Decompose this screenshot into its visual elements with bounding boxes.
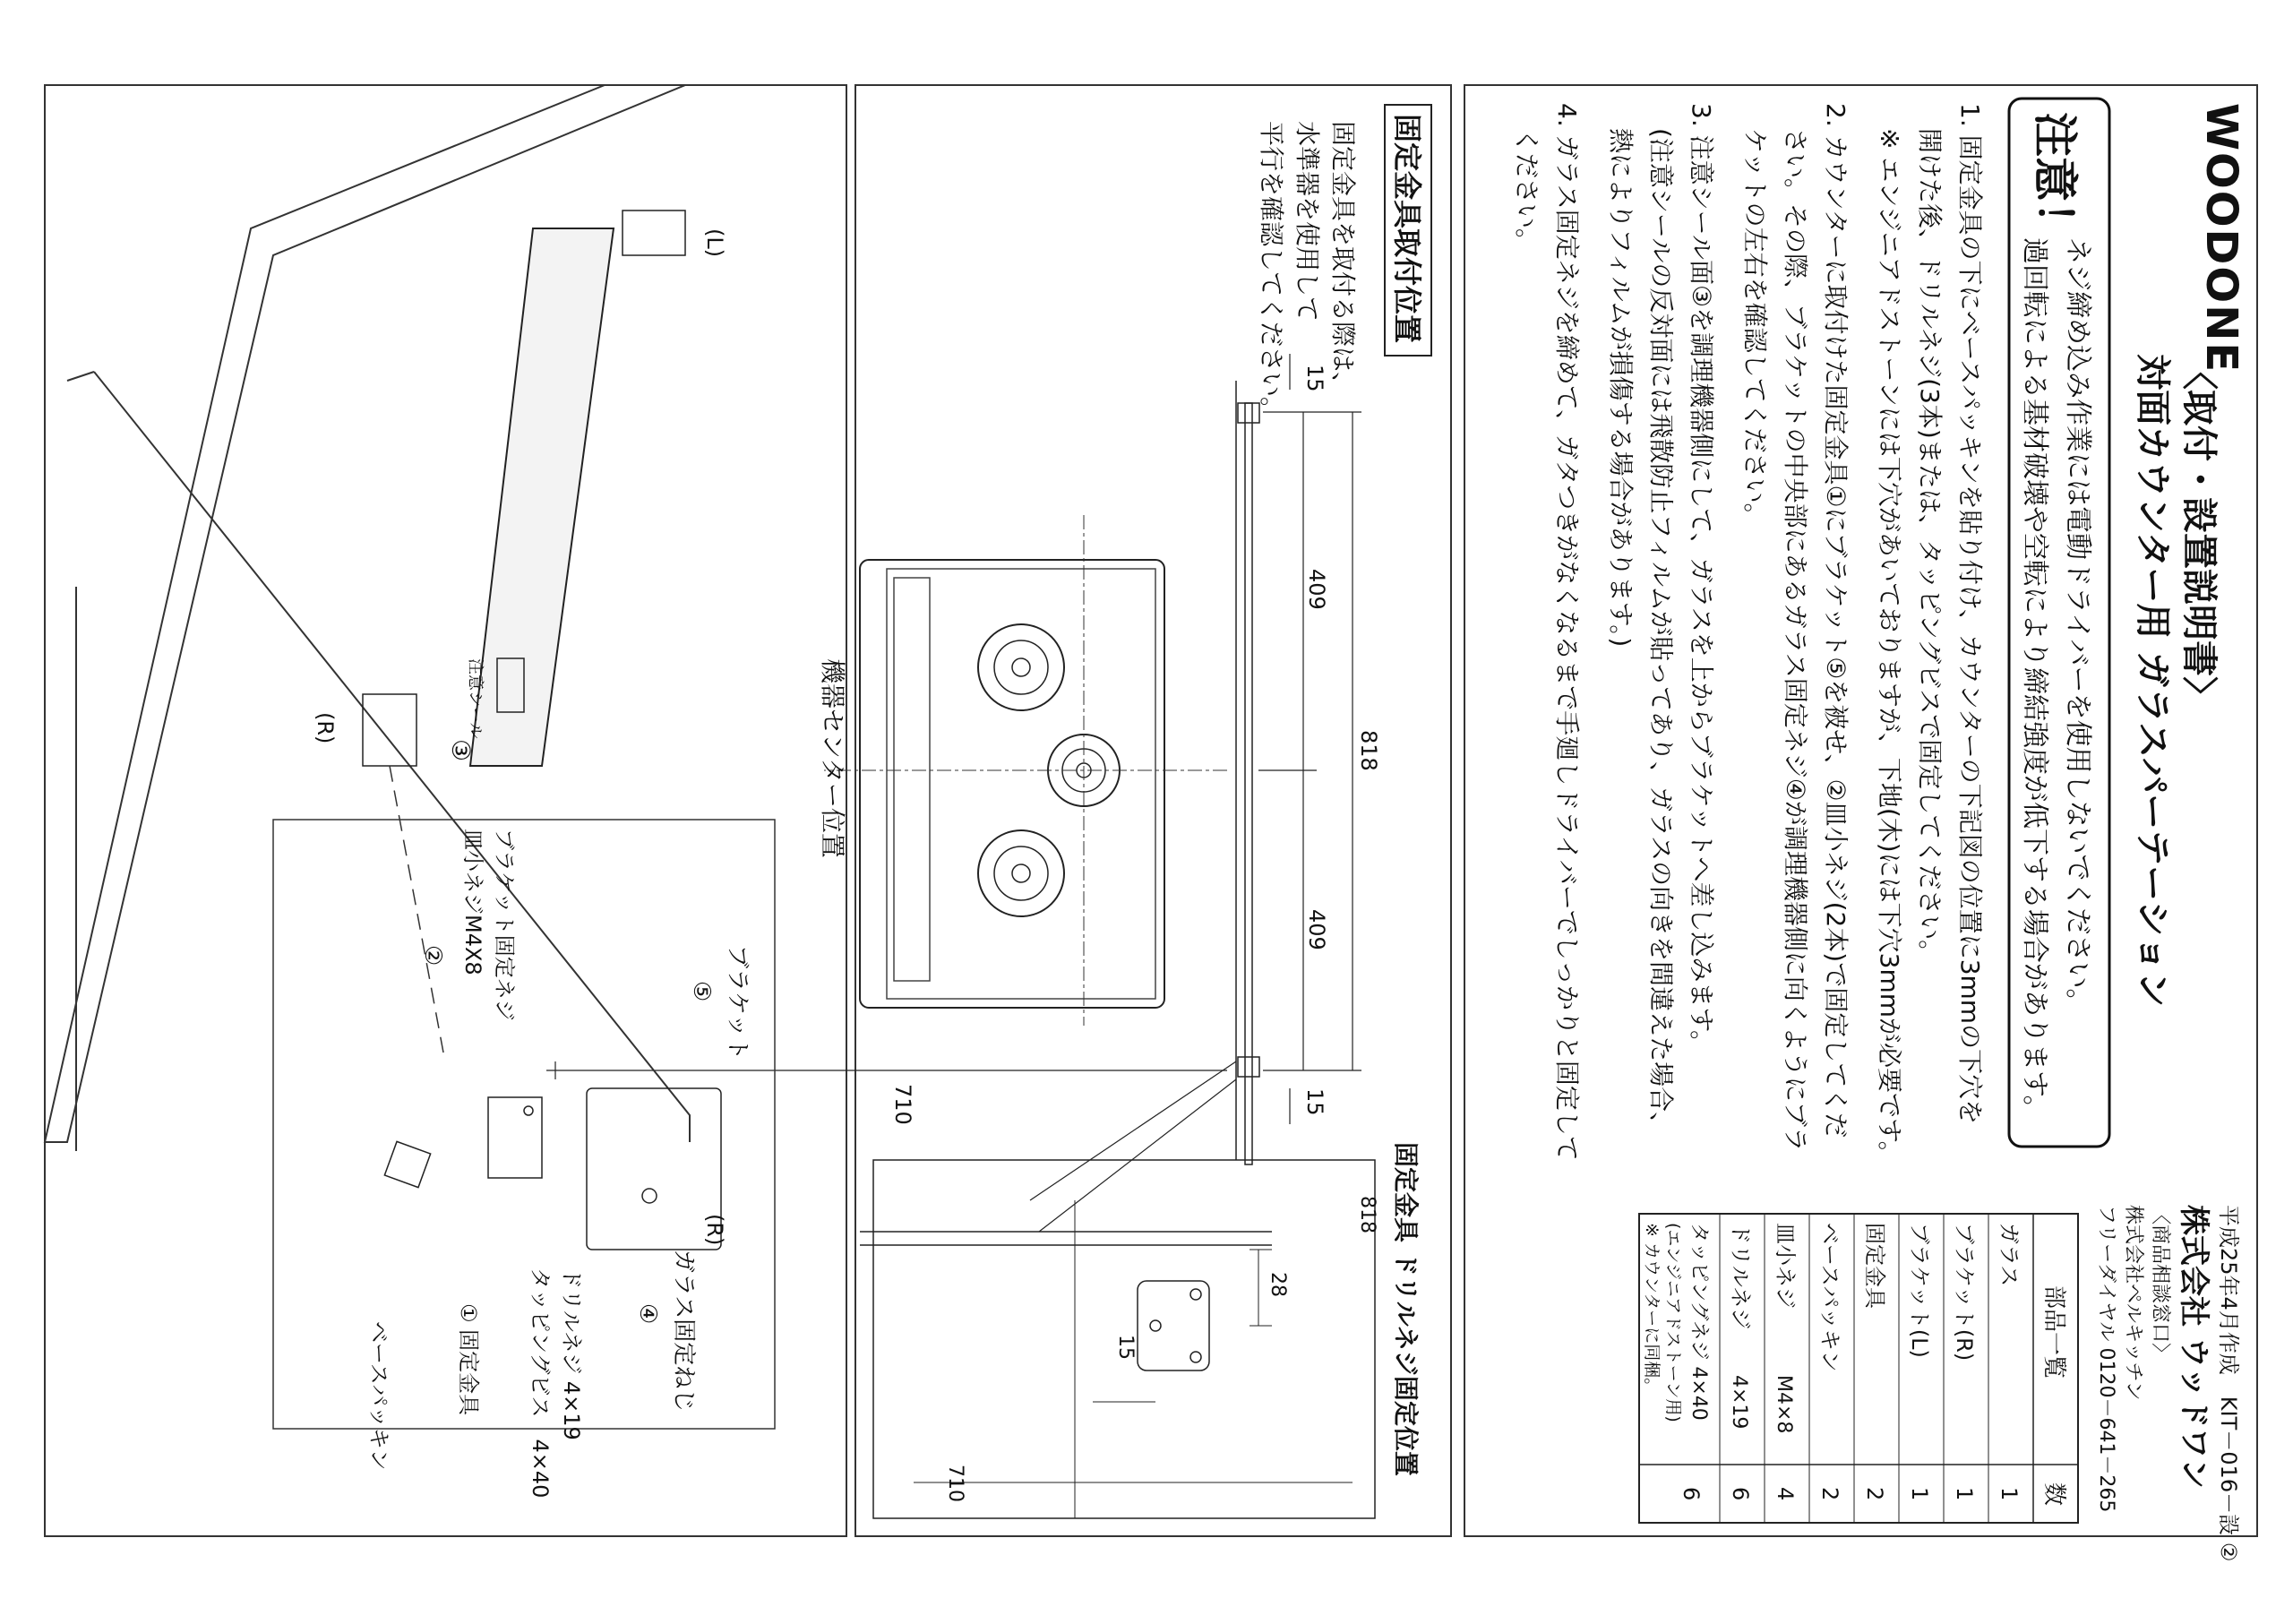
document-title: 〈取付・設置説明書〉 bbox=[2178, 354, 2220, 712]
middle-panel-frame bbox=[855, 85, 1451, 1536]
label-fixture: ① 固定金具 bbox=[456, 1303, 481, 1416]
cooktop-diagram bbox=[824, 515, 1227, 1026]
woodone-logo bbox=[2196, 101, 2246, 374]
contact-company: 株式会社ペルキッチン bbox=[2122, 1205, 2144, 1401]
label-tapping: タッピングビス 4×40 bbox=[528, 1267, 553, 1499]
fixture-note-line: 固定金具を取付る際は、 bbox=[1328, 121, 1358, 398]
caution-label: 注意！ bbox=[2029, 112, 2081, 246]
part-spec: (エンジニアドストーン用) bbox=[1663, 1223, 1683, 1422]
svg-text:WOODONE: WOODONE bbox=[2196, 103, 2246, 374]
label-bracket-screw-num: ② bbox=[419, 945, 446, 967]
bracket-l bbox=[623, 211, 685, 255]
part-name: ガラス bbox=[1997, 1223, 2022, 1287]
instruction-line: ※ エンジニアドストーンには下穴があいておりますが、下地(木)には下穴3mmが必要です。 bbox=[1875, 103, 1904, 1166]
company-brand: 株式会社 ウッドワン bbox=[2176, 1205, 2211, 1490]
part-qty: 1 bbox=[1952, 1487, 1977, 1501]
contact-label: 〈商品相談窓口〉 bbox=[2149, 1205, 2171, 1363]
glass-bar bbox=[1245, 403, 1252, 1164]
label-r: (R) bbox=[702, 1214, 727, 1246]
label-bracket: ブラケット bbox=[724, 945, 751, 1061]
label-glass-screw: ガラス固定ねじ bbox=[670, 1250, 697, 1413]
part-qty: 6 bbox=[1679, 1487, 1704, 1501]
part-spec: M4×8 bbox=[1773, 1375, 1795, 1434]
dim-top: 15 bbox=[1302, 365, 1327, 392]
fixture-note-line: 水準器を使用して bbox=[1292, 121, 1322, 322]
parts-note: ※ カウンターに同梱。 bbox=[1642, 1223, 1662, 1396]
part-name: ブラケット(R) bbox=[1952, 1223, 1977, 1362]
fixture-position-heading: 固定金具取付位置 bbox=[1390, 114, 1424, 344]
bracket-l-label: (L) bbox=[702, 228, 727, 258]
drill-position-heading: 固定金具 ドリルネジ固定位置 bbox=[1391, 1142, 1421, 1476]
instruction-line: さい。その際、ブラケットの中央部にあるガラス固定ネジ④が調理機器側に向くようにブラ bbox=[1781, 103, 1810, 1152]
freedial: フリーダイヤル 0120－641－265 bbox=[2095, 1205, 2117, 1513]
part-name: ドリルネジ bbox=[1728, 1223, 1753, 1330]
instruction-line: 4. ガラス固定ネジを締めて、ガタつきがなくなるまで手廻しドライバーでしっかりと固定して bbox=[1552, 103, 1582, 1161]
label-packing: ベースパッキン bbox=[366, 1321, 391, 1471]
caution-line-1: ネジ締め込み作業には電動ドライバーを使用しないでください。 bbox=[2062, 237, 2093, 1016]
parts-header-qty: 数 bbox=[2040, 1482, 2067, 1507]
dim-right: 409 bbox=[1304, 909, 1329, 950]
bracket-r-label: (R) bbox=[313, 712, 338, 744]
caution-line-2: 過回転による基材破壊や空転により締結強度が低下する場合があります。 bbox=[2019, 237, 2050, 1122]
left-panel-content bbox=[45, 85, 775, 1498]
center-position-label: 機器センター位置 bbox=[818, 658, 847, 858]
instruction-line: 熱によりフィルムが損傷する場合があります。) bbox=[1606, 103, 1636, 648]
glass-panel bbox=[470, 228, 614, 766]
instruction-line: 1. 固定金具の下にベースパッキンを貼り付け、カウンターの下記図の位置に3mmの下穴を bbox=[1955, 103, 1985, 1125]
label-bracket-screw-spec: 皿小ネジM4X8 bbox=[460, 829, 485, 975]
dim-left: 409 bbox=[1304, 569, 1329, 610]
part-qty: 6 bbox=[1728, 1487, 1753, 1501]
parts-table bbox=[1639, 1214, 2078, 1523]
drill-dim-offset: 28 bbox=[1267, 1272, 1289, 1297]
drill-detail-drawing bbox=[860, 1200, 1353, 1518]
label-bracket-screw: ブラケット固定ネジ bbox=[492, 829, 517, 1021]
part-name: ベースパッキン bbox=[1817, 1223, 1842, 1372]
fixture-marker bbox=[1238, 1057, 1259, 1077]
bracket-r bbox=[363, 694, 417, 766]
burner-icon bbox=[978, 624, 1064, 710]
part-name: タッピングネジ 4×40 bbox=[1688, 1223, 1710, 1421]
caution-sticker-label: 注意シール bbox=[466, 658, 485, 739]
part-name: 固定金具 bbox=[1862, 1223, 1887, 1309]
part-spec: 4×19 bbox=[1728, 1375, 1750, 1430]
part-name: ブラケット(L) bbox=[1907, 1223, 1932, 1358]
document-meta: 平成25年4月作成 KIT－016－設 ② bbox=[2216, 1205, 2241, 1562]
instruction-line: 開けた後、ドリルネジ(3本)または、タッピングビスで固定してください。 bbox=[1915, 103, 1945, 966]
instruction-line: (注意シールの反対面には飛散防止フィルムが貼ってあり、ガラスの向きを間違えた場合、 bbox=[1646, 103, 1676, 1138]
part-qty: 2 bbox=[1817, 1487, 1842, 1501]
exploded-detail-frame bbox=[273, 820, 775, 1429]
document-subtitle: 対面カウンター用 ガラスパーテーション bbox=[2132, 354, 2173, 1008]
instruction-list bbox=[1512, 103, 1985, 1166]
drill-dim-depth: 710 bbox=[944, 1465, 966, 1502]
dim-depth: 710 bbox=[890, 1084, 915, 1125]
fixture-marker bbox=[1238, 403, 1259, 423]
instruction-line: 3. 注意シール面③を調理機器側にして、ガラスを上からブラケットへ差し込みます。 bbox=[1687, 103, 1716, 1056]
part-qty: 1 bbox=[1907, 1487, 1932, 1501]
label-bracket-num: ⑤ bbox=[688, 981, 715, 1002]
dim-bottom: 15 bbox=[1302, 1088, 1327, 1116]
instruction-line: ケットの左右を確認してください。 bbox=[1740, 103, 1770, 528]
dim-total: 818 bbox=[1356, 730, 1381, 771]
part-qty: 4 bbox=[1773, 1487, 1798, 1501]
drill-dim-edge: 15 bbox=[1114, 1335, 1137, 1360]
explode-line bbox=[390, 766, 443, 1053]
instruction-line: 2. カウンターに取付けた固定金具①にブラケット⑤を被せ、②皿小ネジ(2本)で固定してくだ bbox=[1821, 103, 1851, 1139]
part-qty: 1 bbox=[1997, 1487, 2022, 1501]
label-glass-screw-num: ④ bbox=[634, 1303, 661, 1325]
detail-leader bbox=[1030, 1061, 1236, 1200]
right-panel-content bbox=[1512, 99, 2246, 1561]
label-drill-screw: ドリルネジ 4×19 bbox=[559, 1267, 584, 1440]
part-name: 皿小ネジ bbox=[1773, 1223, 1798, 1309]
fixture-note-line: 平行を確認してください。 bbox=[1257, 121, 1286, 423]
drill-dim-width: 818 bbox=[1356, 1196, 1378, 1233]
parts-header-name: 部品一覧 bbox=[2040, 1285, 2067, 1379]
sticker-number: ③ bbox=[446, 739, 476, 762]
part-qty: 2 bbox=[1862, 1487, 1887, 1501]
exploded-parts bbox=[384, 1088, 721, 1250]
instruction-line: ください。 bbox=[1512, 103, 1542, 254]
burner-icon bbox=[978, 830, 1064, 916]
